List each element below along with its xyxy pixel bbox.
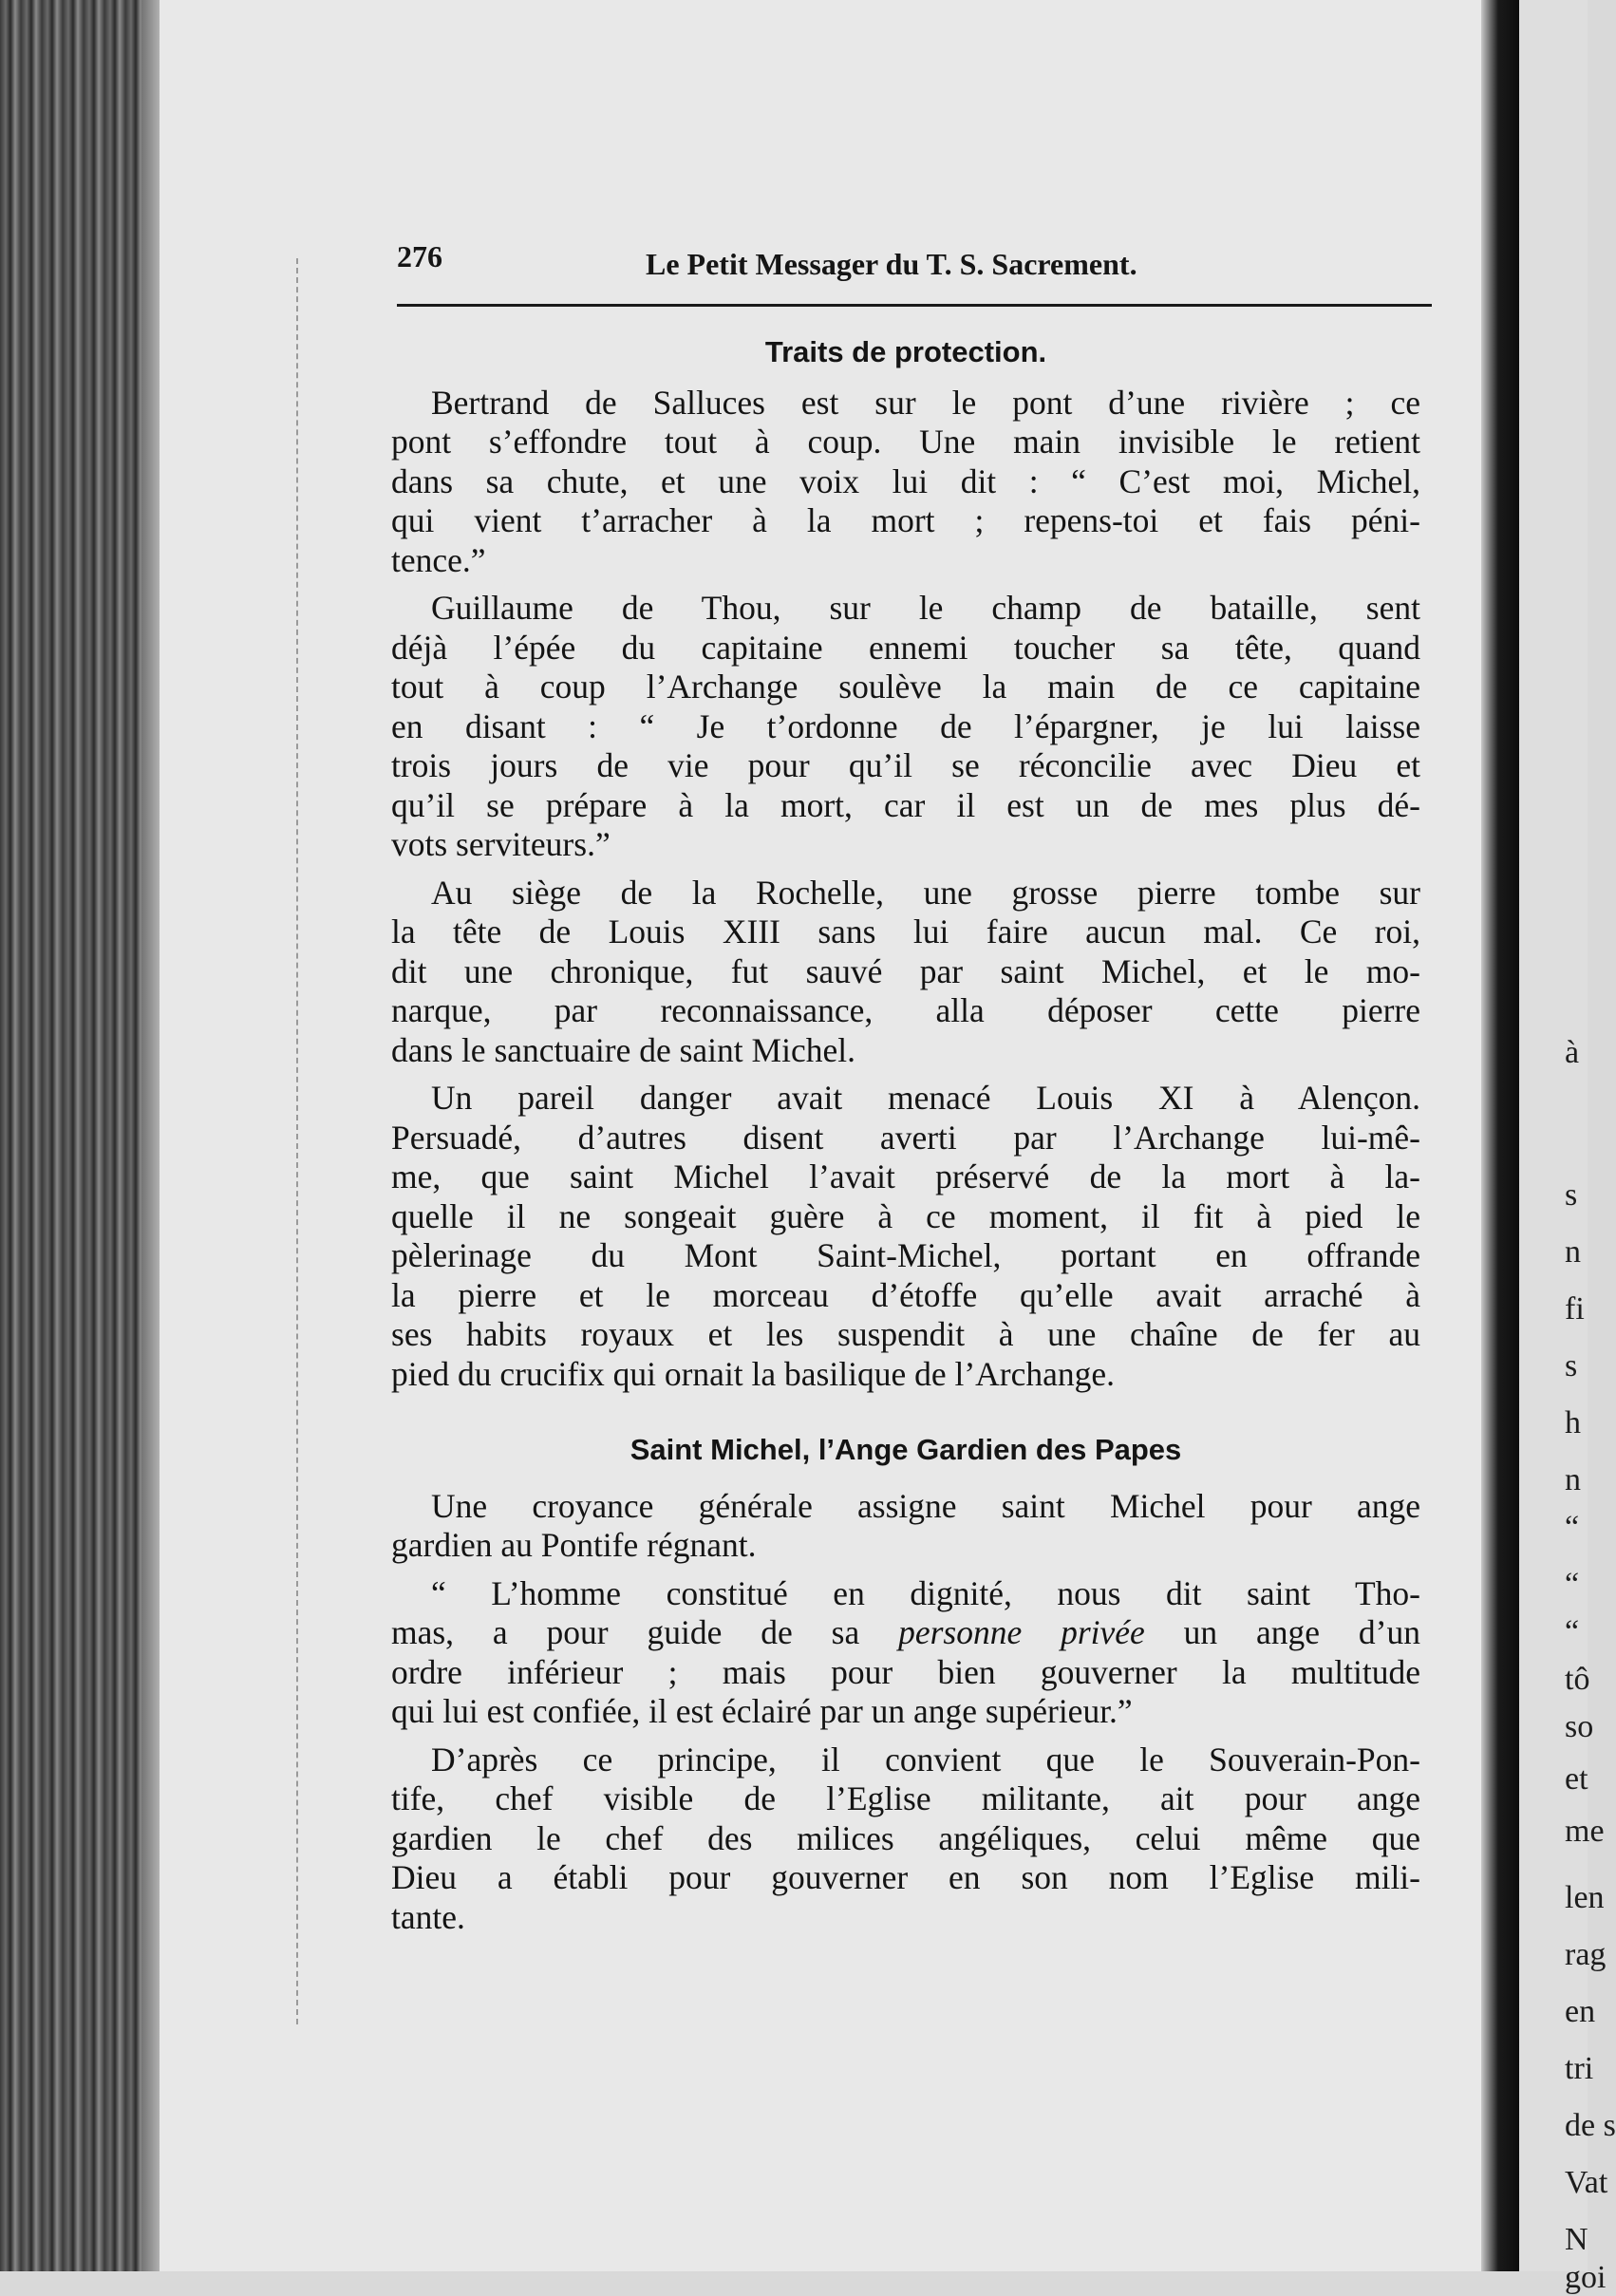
text-line: D’après ce principe, il convient que le Souverain-Pon-	[431, 1740, 1420, 1778]
facing-page-fragment: à	[1565, 1035, 1580, 1070]
facing-page-fragment: “	[1565, 1614, 1580, 1649]
paragraph	[391, 1487, 1420, 1566]
page-header	[397, 239, 1432, 285]
book-gutter	[1481, 0, 1519, 2271]
text-line: Au siège de la Rochelle, une grosse pierre tombe sur	[431, 873, 1420, 912]
facing-page-fragment: so	[1565, 1709, 1594, 1744]
page-number: 276	[397, 239, 442, 273]
facing-page-fragment: et	[1565, 1761, 1588, 1797]
facing-page-fragment: Vat	[1565, 2165, 1608, 2200]
text-line: ordre inférieur ; mais pour bien gouverner la multitude	[391, 1652, 1420, 1691]
facing-page-fragment: tri	[1565, 2051, 1594, 2086]
paragraph	[391, 589, 1420, 865]
text-line: déjà l’épée du capitaine ennemi toucher sa tête, quand	[391, 628, 1420, 667]
text-line: gardien le chef des milices angéliques, celui même que	[391, 1818, 1420, 1857]
text-line: tence.”	[391, 540, 486, 579]
paragraph	[391, 1079, 1420, 1394]
facing-page-fragment: len	[1565, 1880, 1605, 1915]
text-line: la tête de Louis XIII sans lui faire aucun mal. Ce roi,	[391, 913, 1420, 950]
text-line: pèlerinage du Mont Saint-Michel, portant en offrande	[391, 1236, 1420, 1274]
text-line: Dieu a établi pour gouverner en son nom l’Eglise mili-	[391, 1858, 1420, 1896]
running-title: Le Petit Messager du T. S. Sacrement.	[646, 247, 1137, 281]
facing-page-fragment: rag	[1565, 1937, 1607, 1972]
text-line: en disant : “ Je t’ordonne de l’épargner, je lui laisse	[391, 706, 1420, 745]
facing-page-fragment: en	[1565, 1994, 1596, 2029]
paragraph	[391, 1741, 1420, 1938]
text-line: mas, a pour guide de sa personne privée un ange d’un	[391, 1613, 1420, 1651]
text-line: narque, par reconnaissance, alla déposer cette pierre	[391, 991, 1420, 1029]
text-line: quelle il ne songeait guère à ce moment, il fit à pied le	[391, 1196, 1420, 1235]
text-line: dans sa chute, et une voix lui dit : “ C’est moi, Michel,	[391, 461, 1420, 500]
facing-page-fragment: me	[1565, 1814, 1605, 1849]
text-line: gardien au Pontife régnant.	[391, 1526, 757, 1564]
text-line: me, que saint Michel l’avait préservé de la mort à la-	[391, 1157, 1420, 1195]
text-line: vots serviteurs.”	[391, 825, 611, 863]
facing-page-fragment: goi	[1565, 2260, 1607, 2295]
facing-page-fragment: N	[1565, 2222, 1588, 2257]
facing-page-fragment: n	[1565, 1234, 1581, 1270]
facing-page-fragment: de s	[1565, 2108, 1616, 2143]
paragraph	[391, 874, 1420, 1071]
facing-page-fragment: h	[1565, 1405, 1581, 1440]
text-line: qu’il se prépare à la mort, car il est un de mes plus dé-	[391, 785, 1420, 824]
text-line: dit une chronique, fut sauvé par saint Michel, et le mo-	[391, 951, 1420, 990]
text-line: qui vient t’arracher à la mort ; repens-toi et fais péni-	[391, 501, 1420, 539]
text-line: Bertrand de Salluces est sur le pont d’une rivière ; ce	[431, 383, 1420, 422]
page-body	[391, 332, 1420, 1946]
facing-page-fragment: n	[1565, 1462, 1581, 1497]
text-line: pont s’effondre tout à coup. Une main invisible le retient	[391, 423, 1420, 461]
text-line: Une croyance générale assigne saint Michel pour ange	[431, 1486, 1420, 1525]
text-line: Persuadé, d’autres disent averti par l’Archange lui-mê-	[391, 1118, 1420, 1157]
text-line: qui lui est confiée, il est éclairé par un ange supérieur.”	[391, 1692, 1133, 1730]
book-spine	[0, 0, 152, 2271]
text-line: Un pareil danger avait menacé Louis XI à Alençon.	[431, 1079, 1420, 1117]
facing-page-fragment: s	[1565, 1177, 1578, 1213]
section-heading: Saint Michel, l’Ange Gardien des Papes	[629, 1433, 1182, 1466]
facing-page-fragment: tô	[1565, 1662, 1590, 1697]
facing-page-fragment: “	[1565, 1567, 1580, 1602]
text-line: pied du crucifix qui ornait la basilique de l’Archange.	[391, 1354, 1116, 1393]
text-line: tout à coup l’Archange soulève la main de ce capitaine	[391, 668, 1420, 706]
text-line: trois jours de vie pour qu’il se réconcilie avec Dieu et	[391, 746, 1420, 784]
paragraph	[391, 384, 1420, 581]
section-heading: Traits de protection.	[764, 335, 1047, 368]
facing-page-fragment: “	[1565, 1510, 1580, 1545]
text-line: “ L’homme constitué en dignité, nous dit saint Tho-	[431, 1573, 1420, 1612]
paragraph	[391, 1574, 1420, 1732]
text-line: dans le sanctuaire de saint Michel.	[391, 1030, 855, 1069]
facing-page-edge	[1519, 0, 1616, 2295]
text-line: Guillaume de Thou, sur le champ de bataille, sent	[431, 589, 1420, 627]
facing-page-fragment: s	[1565, 1348, 1578, 1383]
italic-phrase: personne privée	[898, 1613, 1145, 1651]
header-rule	[397, 304, 1432, 307]
text-line: la pierre et le morceau d’étoffe qu’elle avait arraché à	[391, 1275, 1420, 1314]
text-line: tife, chef visible de l’Eglise militante, ait pour ange	[391, 1779, 1420, 1817]
facing-page-fragment: fi	[1565, 1291, 1585, 1327]
text-line: ses habits royaux et les suspendit à une chaîne de fer au	[391, 1315, 1420, 1353]
text-line: tante.	[391, 1897, 465, 1936]
